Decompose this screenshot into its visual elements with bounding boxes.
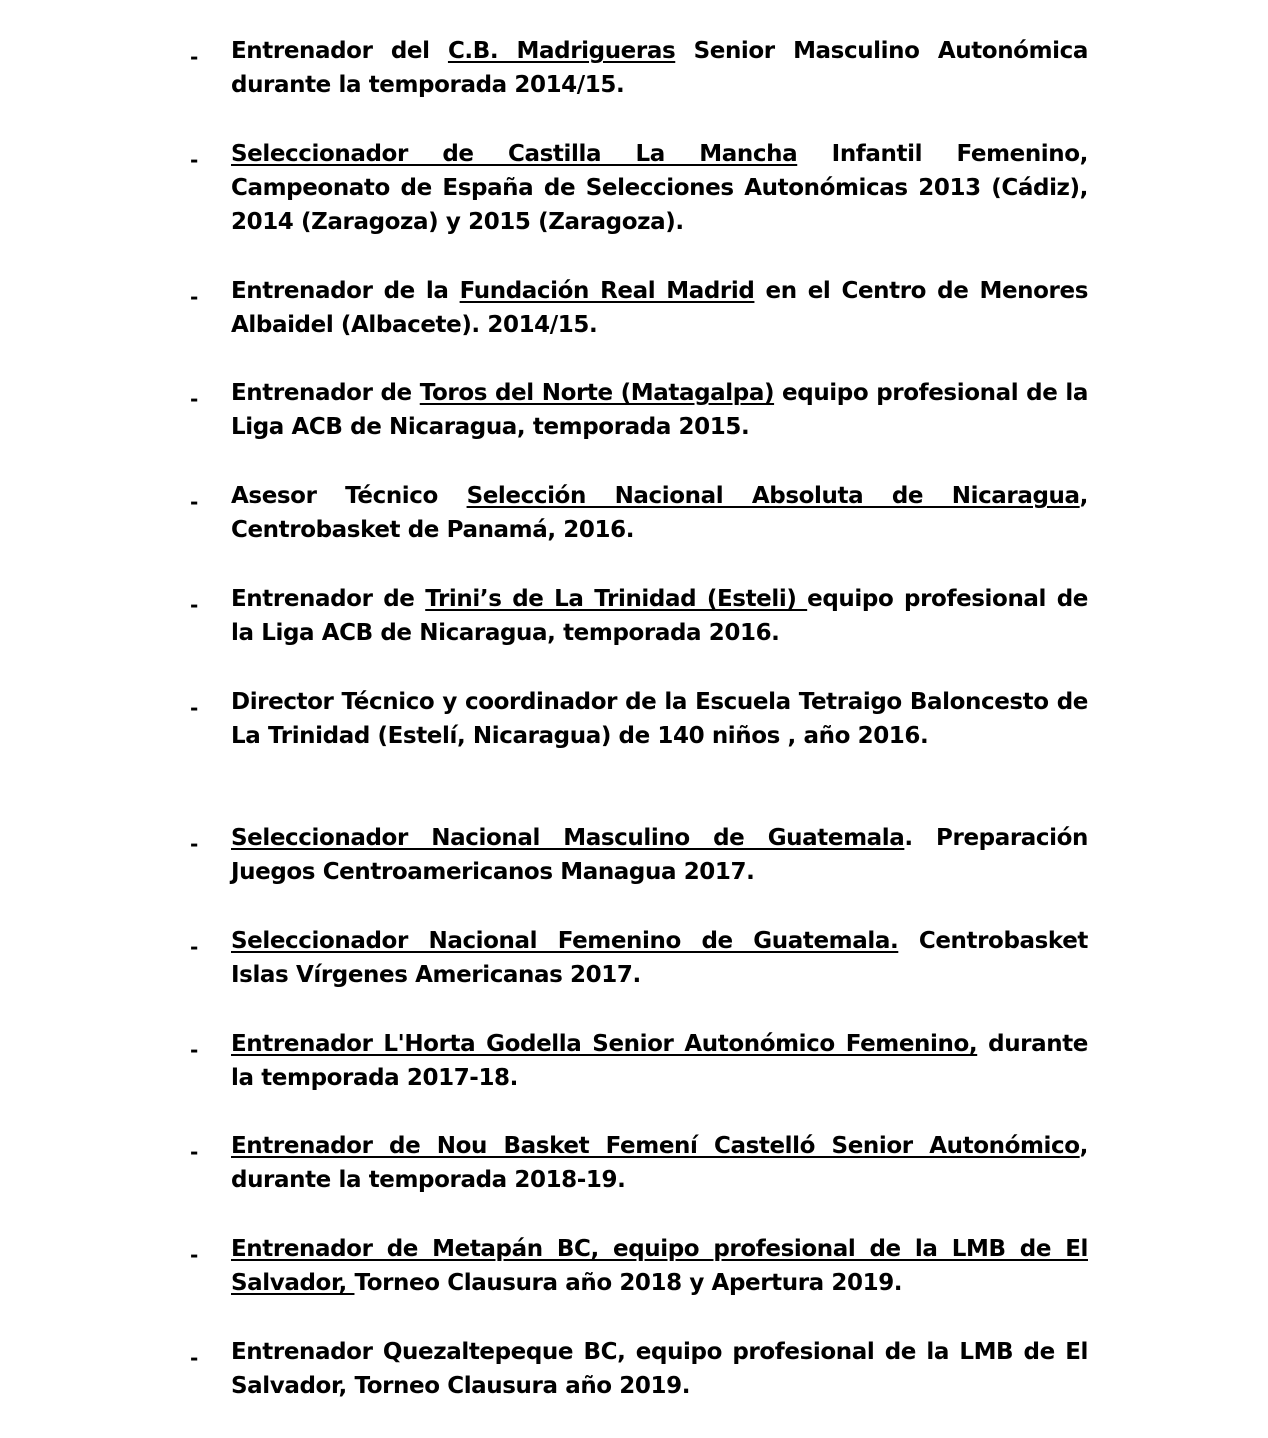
entry-text: Entrenador de Metapán BC, equipo profesional de la LMB de El Salvador, Torneo Clausura año 2018 y Apertura 2019. (231, 1236, 1088, 1296)
entry-text: Entrenador L'Horta Godella Senior Autonómico Femenino, durante la temporada 2017-18. (231, 1031, 1088, 1091)
bullet-dash: - (190, 387, 199, 411)
entry-text: Entrenador de Trini’s de La Trinidad (Esteli) equipo profesional de la Liga ACB de Nicaragua, temporada 2016. (231, 586, 1088, 646)
bullet-dash: - (190, 45, 199, 69)
entry-text: Entrenador del C.B. Madrigueras Senior Masculino Autonómica durante la temporada 2014/15. (231, 38, 1088, 98)
bullet-dash: - (190, 1346, 199, 1370)
entry-link[interactable]: Selección Nacional Absoluta de Nicaragua (466, 483, 1080, 509)
entry-link[interactable]: Entrenador de Metapán BC, equipo profesional de la LMB de El Salvador, (231, 1236, 1088, 1296)
bullet-dash: - (190, 832, 199, 856)
bullet-dash: - (190, 593, 199, 617)
bullet-dash: - (190, 285, 199, 309)
entry-text: Seleccionador Nacional Femenino de Guatemala. Centrobasket Islas Vírgenes Americanas 2017. (231, 928, 1089, 988)
bullet-dash: - (190, 935, 199, 959)
bullet-dash: - (190, 696, 199, 720)
entry-link[interactable]: Trini’s de La Trinidad (Esteli) (425, 586, 808, 612)
entry-text: Entrenador de la Fundación Real Madrid en el Centro de Menores Albaidel (Albacete). 2014/15. (231, 278, 1088, 338)
bullet-dash: - (190, 1038, 199, 1062)
entry-text: Seleccionador Nacional Masculino de Guatemala. Preparación Juegos Centroamericanos Managua 2017. (231, 825, 1088, 885)
entry-text: Entrenador de Toros del Norte (Matagalpa) equipo profesional de la Liga ACB de Nicaragua, temporada 2015. (231, 380, 1088, 440)
entry-text: Asesor Técnico Selección Nacional Absoluta de Nicaragua, Centrobasket de Panamá, 2016. (231, 483, 1088, 543)
entry-link[interactable]: Seleccionador Nacional Masculino de Guatemala (231, 825, 905, 851)
entry-text: Entrenador de Nou Basket Femení Castelló Senior Autonómico, durante la temporada 2018-19. (231, 1133, 1088, 1193)
entry-link[interactable]: Seleccionador de Castilla La Mancha (231, 141, 798, 167)
bullet-dash: - (190, 1243, 199, 1267)
bullet-dash: - (190, 148, 199, 172)
entry-link[interactable]: Entrenador L'Horta Godella Senior Autonómico Femenino, (231, 1031, 978, 1057)
entry-text: Seleccionador de Castilla La Mancha Infantil Femenino, Campeonato de España de Selecciones Autonómicas 2013 (Cádiz), 2014 (Zaragoza) y 2015 (Zaragoza). (231, 141, 1088, 235)
entry-link[interactable]: Entrenador de Nou Basket Femení Castelló Senior Autonómico (231, 1133, 1080, 1159)
bullet-dash: - (190, 490, 199, 514)
bullet-dash: - (190, 1140, 199, 1164)
entry-link[interactable]: Toros del Norte (Matagalpa) (419, 380, 775, 406)
entry-link[interactable]: Seleccionador Nacional Femenino de Guatemala. (231, 928, 899, 954)
entry-text: Director Técnico y coordinador de la Escuela Tetraigo Baloncesto de La Trinidad (Estelí, Nicaragua) de 140 niños , año 2016. (231, 689, 1088, 749)
entry-text: Entrenador Quezaltepeque BC, equipo profesional de la LMB de El Salvador, Torneo Clausura año 2019. (231, 1339, 1088, 1399)
entry-link[interactable]: Fundación Real Madrid (459, 278, 755, 304)
entry-link[interactable]: C.B. Madrigueras (447, 38, 676, 64)
